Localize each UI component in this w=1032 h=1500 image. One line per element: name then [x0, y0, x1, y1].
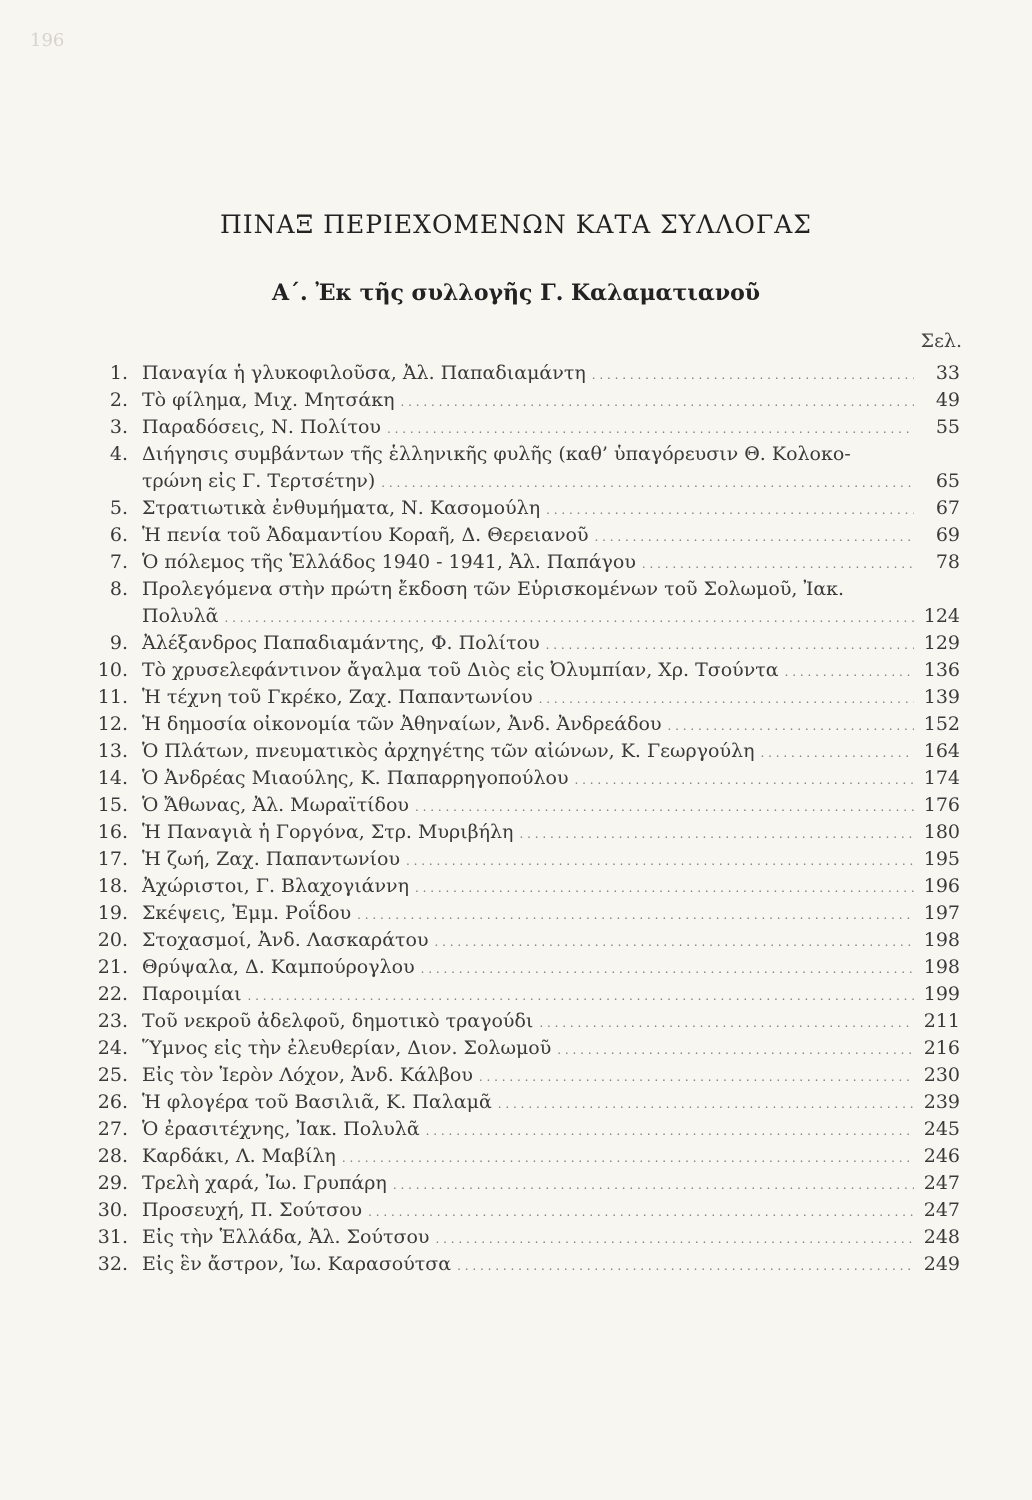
entry-title: Ἀχώριστοι, Γ. Βλαχογιάννη — [142, 875, 409, 897]
entry-number: 28. — [97, 1145, 128, 1167]
entry-page: 78 — [935, 551, 960, 573]
entry-title: Ὕμνος εἰς τὴν ἐλευθερίαν, Διον. Σολωμοῦ — [142, 1037, 552, 1059]
entry-title-line1: Διήγησις συμβάντων τῆς ἑλληνικῆς φυλῆς (καθ’ ὑπαγόρευσιν Θ. Κολοκο- — [142, 443, 851, 465]
entry-number: 9. — [109, 632, 128, 654]
dot-leader — [668, 711, 914, 740]
entry-page: 152 — [923, 713, 960, 735]
entry-title: Εἰς τὴν Ἑλλάδα, Ἀλ. Σούτσου — [142, 1226, 430, 1248]
entry-number: 1. — [109, 362, 128, 384]
dot-leader — [415, 873, 914, 902]
entry-page: 67 — [935, 497, 960, 519]
entry-page: 245 — [923, 1118, 960, 1140]
toc-entry — [88, 819, 960, 846]
entry-number: 31. — [97, 1226, 128, 1248]
toc-entry — [88, 1170, 960, 1197]
entry-title: Σκέψεις, Ἐμμ. Ροΐδου — [142, 902, 352, 924]
toc-entry — [88, 387, 960, 414]
toc-entry — [88, 900, 960, 927]
entry-title: Καρδάκι, Λ. Μαβίλη — [142, 1145, 336, 1167]
toc-entry — [88, 1197, 960, 1224]
toc-entry — [88, 657, 960, 684]
entry-title: Στοχασμοί, Ἀνδ. Λασκαράτου — [142, 929, 429, 951]
toc-entry — [88, 1062, 960, 1089]
dot-leader — [595, 522, 915, 551]
dot-leader — [368, 1197, 914, 1226]
entry-title: Τὸ χρυσελεφάντινον ἄγαλμα τοῦ Διὸς εἰς Ὀλυμπίαν, Χρ. Τσούντα — [142, 659, 779, 681]
toc-entry — [88, 738, 960, 765]
toc-entry — [88, 765, 960, 792]
dot-leader — [519, 819, 914, 848]
entry-number: 23. — [97, 1010, 128, 1032]
page-column-label: Σελ. — [920, 330, 962, 352]
entry-title: Παναγία ἡ γλυκοφιλοῦσα, Ἀλ. Παπαδιαμάντη — [142, 362, 586, 384]
entry-title: Παροιμίαι — [142, 983, 242, 1005]
dot-leader — [642, 549, 914, 578]
dot-leader — [785, 657, 914, 686]
entry-page: 246 — [923, 1145, 960, 1167]
entry-title: Ὁ Πλάτων, πνευματικὸς ἀρχηγέτης τῶν αἰώνων, Κ. Γεωργούλη — [142, 740, 755, 762]
entry-page: 239 — [923, 1091, 960, 1113]
toc-entry — [88, 1143, 960, 1170]
dot-leader — [357, 900, 914, 929]
dot-leader — [248, 981, 914, 1010]
entry-page: 198 — [923, 929, 960, 951]
entry-page: 216 — [923, 1037, 960, 1059]
toc-entry — [88, 603, 960, 630]
toc-entry — [88, 792, 960, 819]
section-subtitle: Α΄. Ἐκ τῆς συλλογῆς Γ. Καλαματιανοῦ — [271, 280, 761, 306]
dot-leader — [592, 360, 914, 389]
entry-number: 25. — [97, 1064, 128, 1086]
dot-leader — [224, 603, 914, 632]
entry-number: 18. — [97, 875, 128, 897]
entry-page: 211 — [923, 1010, 960, 1032]
entry-number: 2. — [109, 389, 128, 411]
entry-page: 69 — [935, 524, 960, 546]
entry-title: Τοῦ νεκροῦ ἀδελφοῦ, δημοτικὸ τραγούδι — [142, 1010, 534, 1032]
toc-entry — [88, 1035, 960, 1062]
dot-leader — [498, 1089, 914, 1118]
entry-number: 29. — [97, 1172, 128, 1194]
entry-number: 17. — [97, 848, 128, 870]
entry-page: 247 — [923, 1172, 960, 1194]
entry-page: 248 — [923, 1226, 960, 1248]
entry-number: 16. — [97, 821, 128, 843]
dot-leader — [426, 1116, 914, 1145]
entry-page: 247 — [923, 1199, 960, 1221]
entry-page: 139 — [923, 686, 960, 708]
toc-entry — [88, 414, 960, 441]
entry-page: 230 — [923, 1064, 960, 1086]
entry-title: Ἡ Παναγιὰ ἡ Γοργόνα, Στρ. Μυριβήλη — [142, 821, 514, 843]
toc-entry — [88, 360, 960, 387]
toc-entry — [88, 549, 960, 576]
dot-leader — [539, 1008, 914, 1037]
dot-leader — [760, 738, 914, 767]
toc-entry — [88, 927, 960, 954]
entry-number: 30. — [97, 1199, 128, 1221]
entry-page: 129 — [923, 632, 960, 654]
entry-number: 14. — [97, 767, 128, 789]
dot-leader — [435, 1224, 914, 1253]
dot-leader — [557, 1035, 914, 1064]
entry-page: 33 — [935, 362, 960, 384]
entry-page: 199 — [923, 983, 960, 1005]
entry-number: 4. — [109, 443, 128, 465]
dot-leader — [575, 765, 915, 794]
entry-number: 12. — [97, 713, 128, 735]
dot-leader — [546, 630, 914, 659]
toc-entry — [88, 468, 960, 495]
entry-title: Προσευχή, Π. Σούτσου — [142, 1199, 363, 1221]
entry-number: 8. — [109, 578, 128, 600]
entry-title: Ὁ πόλεμος τῆς Ἑλλάδος 1940 - 1941, Ἀλ. Παπάγου — [142, 551, 636, 573]
entry-number: 26. — [97, 1091, 128, 1113]
entry-title: Τρελὴ χαρά, Ἰω. Γρυπάρη — [142, 1172, 387, 1194]
entry-title: Θρύψαλα, Δ. Καμπούρογλου — [142, 956, 415, 978]
entry-title: Ἡ δημοσία οἰκονομία τῶν Ἀθηναίων, Ἀνδ. Ἀνδρεάδου — [142, 713, 662, 735]
toc-entry — [88, 630, 960, 657]
entry-number: 13. — [97, 740, 128, 762]
toc-entry — [88, 1008, 960, 1035]
entry-title: Ἀλέξανδρος Παπαδιαμάντης, Φ. Πολίτου — [142, 632, 540, 654]
entry-page: 164 — [923, 740, 960, 762]
entry-title: Εἰς ἓν ἄστρον, Ἰω. Καρασούτσα — [142, 1253, 452, 1275]
table-of-contents — [88, 360, 960, 1278]
entry-number: 5. — [109, 497, 128, 519]
entry-title: Ὁ ἐρασιτέχνης, Ἰακ. Πολυλᾶ — [142, 1118, 420, 1140]
entry-number: 3. — [109, 416, 128, 438]
toc-entry — [88, 1116, 960, 1143]
entry-page: 197 — [923, 902, 960, 924]
toc-entry — [88, 873, 960, 900]
entry-number: 10. — [97, 659, 128, 681]
entry-title: Ἡ φλογέρα τοῦ Βασιλιᾶ, Κ. Παλαμᾶ — [142, 1091, 492, 1113]
toc-entry — [88, 1251, 960, 1278]
entry-number: 19. — [97, 902, 128, 924]
toc-entry — [88, 684, 960, 711]
toc-entry — [88, 711, 960, 738]
page-title: ΠΙΝΑΞ ΠΕΡΙΕΧΟΜΕΝΩΝ ΚΑΤΑ ΣΥΛΛΟΓΑΣ — [220, 210, 812, 239]
toc-entry — [88, 846, 960, 873]
entry-number: 32. — [97, 1253, 128, 1275]
entry-number: 27. — [97, 1118, 128, 1140]
dot-leader — [415, 792, 914, 821]
entry-title: Πολυλᾶ — [142, 605, 219, 627]
toc-entry — [88, 954, 960, 981]
entry-title: Ὁ Ἀνδρέας Μιαούλης, Κ. Παπαρρηγοπούλου — [142, 767, 569, 789]
dot-leader — [387, 414, 914, 443]
toc-entry — [88, 1224, 960, 1251]
entry-title: Ὁ Ἄθωνας, Ἀλ. Μωραϊτίδου — [142, 794, 409, 816]
dot-leader — [406, 846, 914, 875]
entry-page: 198 — [923, 956, 960, 978]
entry-number: 20. — [97, 929, 128, 951]
entry-title: Ἡ τέχνη τοῦ Γκρέκο, Ζαχ. Παπαντωνίου — [142, 686, 533, 708]
entry-title: Στρατιωτικὰ ἐνθυμήματα, Ν. Κασομούλη — [142, 497, 541, 519]
entry-number: 15. — [97, 794, 128, 816]
entry-page: 124 — [923, 605, 960, 627]
entry-page: 49 — [935, 389, 960, 411]
entry-title: Εἰς τὸν Ἱερὸν Λόχον, Ἀνδ. Κάλβου — [142, 1064, 473, 1086]
dot-leader — [393, 1170, 914, 1199]
entry-number: 22. — [97, 983, 128, 1005]
toc-entry — [88, 522, 960, 549]
entry-page: 180 — [923, 821, 960, 843]
entry-title: Παραδόσεις, Ν. Πολίτου — [142, 416, 381, 438]
dot-leader — [457, 1251, 914, 1280]
entry-page: 195 — [923, 848, 960, 870]
dot-leader — [539, 684, 914, 713]
entry-page: 249 — [923, 1253, 960, 1275]
entry-number: 11. — [97, 686, 128, 708]
dot-leader — [435, 927, 914, 956]
dot-leader — [401, 387, 915, 416]
entry-number: 7. — [109, 551, 128, 573]
entry-number: 6. — [109, 524, 128, 546]
entry-number: 21. — [97, 956, 128, 978]
entry-number: 24. — [97, 1037, 128, 1059]
entry-page: 65 — [935, 470, 960, 492]
entry-title: Τὸ φίλημα, Μιχ. Μητσάκη — [142, 389, 395, 411]
dot-leader — [342, 1143, 914, 1172]
entry-page: 55 — [935, 416, 960, 438]
entry-page: 196 — [923, 875, 960, 897]
dot-leader — [479, 1062, 914, 1091]
dot-leader — [381, 468, 914, 497]
toc-entry-line1 — [88, 576, 960, 603]
entry-title: τρώνη εἰς Γ. Τερτσέτην) — [142, 470, 376, 492]
toc-entry — [88, 495, 960, 522]
entry-title: Ἡ ζωή, Ζαχ. Παπαντωνίου — [142, 848, 401, 870]
toc-entry — [88, 1089, 960, 1116]
page-number: 196 — [30, 30, 65, 51]
toc-entry-line1 — [88, 441, 960, 468]
entry-page: 174 — [923, 767, 960, 789]
dot-leader — [546, 495, 914, 524]
entry-title-line1: Προλεγόμενα στὴν πρώτη ἔκδοση τῶν Εὑρισκομένων τοῦ Σολωμοῦ, Ἰακ. — [142, 578, 845, 600]
dot-leader — [421, 954, 914, 983]
entry-page: 176 — [923, 794, 960, 816]
toc-entry — [88, 981, 960, 1008]
entry-page: 136 — [923, 659, 960, 681]
entry-title: Ἡ πενία τοῦ Ἀδαμαντίου Κοραῆ, Δ. Θερειανοῦ — [142, 524, 589, 546]
